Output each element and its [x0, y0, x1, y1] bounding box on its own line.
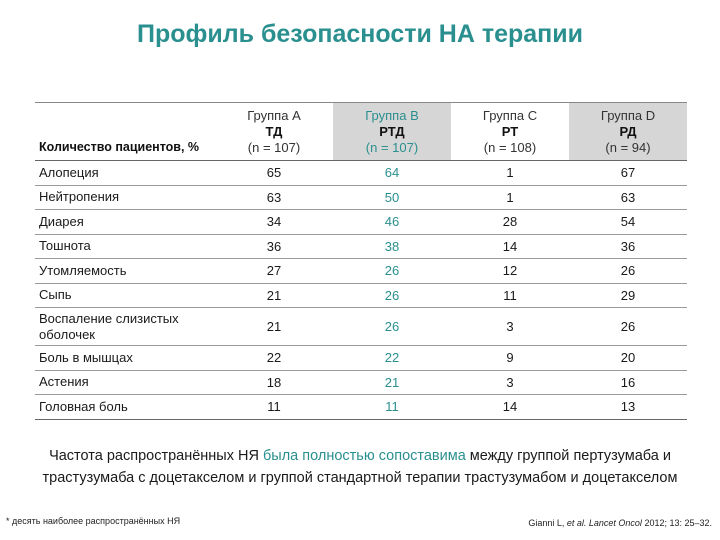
row-name: Воспаление слизистых оболочек	[39, 310, 179, 342]
group-d-header	[569, 103, 687, 161]
cell-value: 3	[506, 319, 514, 334]
cell-value: 14	[502, 238, 518, 254]
cell-value: 22	[266, 350, 282, 366]
citation	[528, 518, 712, 528]
row-name: Боль в мышцах	[39, 349, 133, 365]
page-title: Профиль безопасности НА терапии	[137, 20, 583, 48]
row-name: Головная боль	[39, 398, 128, 414]
cell-value: 26	[384, 319, 400, 334]
cell-value: 64	[384, 165, 400, 181]
row-name: Астения	[39, 374, 89, 390]
cell-value: 26	[384, 263, 400, 279]
cell-value: 63	[266, 189, 282, 205]
cell-value: 9	[506, 350, 514, 366]
row-name: Сыпь	[39, 287, 72, 303]
cell-value: 29	[620, 287, 636, 303]
cell-value: 20	[620, 350, 636, 366]
cell-value: 67	[620, 165, 636, 181]
cell-value: 11	[503, 287, 517, 303]
table-row	[35, 259, 687, 284]
cell-value: 18	[266, 374, 282, 390]
row-name: Утомляемость	[39, 262, 127, 278]
cell-value: 46	[384, 214, 400, 230]
table-row	[35, 395, 687, 420]
table-row	[35, 346, 687, 371]
cell-value: 21	[384, 374, 400, 390]
group-name: Группа D	[600, 107, 656, 123]
footnote: * десять наиболее распространённых НЯ	[6, 516, 181, 526]
cell-value: 38	[384, 238, 400, 254]
group-n: (n = 107)	[365, 139, 419, 155]
cell-value: 22	[384, 350, 400, 366]
cell-value: 36	[620, 238, 636, 254]
cell-value: 63	[620, 189, 636, 205]
row-header-label: Количество пациентов, %	[39, 140, 200, 154]
table-row	[35, 308, 687, 346]
citation-rest: 2012; 13: 25–32.	[641, 518, 712, 528]
table-row	[35, 161, 687, 186]
row-name: Диарея	[39, 213, 84, 229]
table-row	[35, 210, 687, 235]
adverse-events-table	[35, 102, 687, 420]
cell-value: 26	[384, 287, 400, 303]
table-row	[35, 370, 687, 395]
group-arm: РД	[619, 123, 637, 139]
row-name: Нейтропения	[39, 189, 120, 205]
table-row	[35, 234, 687, 259]
cell-value: 1	[506, 189, 514, 205]
cell-value: 34	[266, 214, 282, 230]
group-c-header	[451, 103, 569, 161]
cell-value: 21	[266, 287, 282, 303]
cell-value: 50	[384, 189, 400, 205]
cell-value: 26	[620, 263, 636, 279]
cell-value: 12	[502, 263, 518, 279]
cell-value: 11	[267, 399, 281, 415]
group-arm: ТД	[265, 123, 283, 139]
cell-value: 28	[502, 214, 518, 230]
citation-journal: Lancet Oncol	[586, 518, 642, 528]
cell-value: 16	[620, 374, 636, 390]
cell-value: 11	[385, 399, 399, 415]
note-text: Частота распространённых НЯ	[49, 448, 263, 464]
row-name: Тошнота	[39, 238, 91, 254]
group-b-header	[333, 103, 451, 161]
group-name: Группа А	[247, 107, 301, 123]
note-text: между группой пертузумаба и трастузумаба с доцетакселом и группой стандартной терапии трастузумабом и доцетакселом	[42, 448, 678, 486]
group-a-header	[215, 103, 333, 161]
citation-authors: Gianni L,	[528, 518, 567, 528]
cell-value: 27	[266, 263, 282, 279]
cell-value: 36	[266, 238, 282, 254]
summary-note	[40, 445, 680, 489]
row-name: Алопеция	[39, 164, 99, 180]
group-name: Группа С	[482, 107, 538, 123]
cell-value: 3	[506, 374, 514, 390]
table-row	[35, 283, 687, 308]
cell-value: 21	[266, 319, 282, 334]
note-highlight: была полностью сопоставима	[262, 448, 466, 464]
group-arm: РТД	[379, 123, 405, 139]
cell-value: 54	[620, 214, 636, 230]
cell-value: 14	[502, 399, 518, 415]
group-n: (n = 107)	[247, 139, 301, 155]
citation-etal: et al.	[566, 518, 587, 528]
group-n: (n = 108)	[483, 139, 537, 155]
group-name: Группа В	[365, 107, 419, 123]
cell-value: 1	[506, 165, 514, 181]
table-header-row	[35, 103, 687, 161]
group-arm: РТ	[501, 123, 519, 139]
table-row	[35, 185, 687, 210]
group-n: (n = 94)	[605, 139, 651, 155]
cell-value: 13	[620, 399, 636, 415]
cell-value: 26	[620, 319, 636, 334]
cell-value: 65	[266, 165, 282, 181]
